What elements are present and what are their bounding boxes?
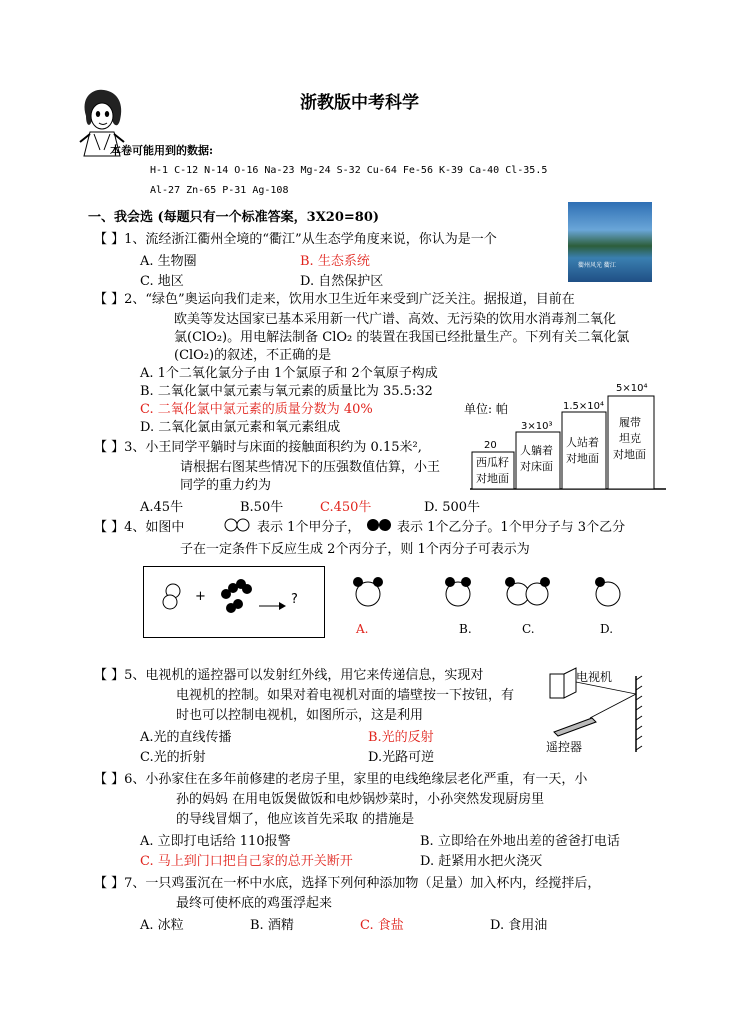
q2-stem-3: 氯(ClO₂)。用电解法制备 ClO₂ 的装置在我国已经批量生产。下列有关二氧化氯: [174, 330, 630, 345]
bar-label-3a: 人站着: [566, 436, 599, 449]
bar-label-2a: 人躺着: [520, 444, 553, 457]
bar-label-2b: 对床面: [520, 460, 553, 473]
q3-option-c: C.450牛: [320, 500, 372, 515]
q3-stem-3: 同学的重力约为: [180, 478, 272, 493]
atomic-masses-line2: Al-27 Zn-65 P-31 Ag-108: [150, 185, 289, 196]
q5-stem-1: 【 】5、电视机的遥控器可以发射红外线，用它来传递信息，实现对: [94, 668, 484, 683]
tv-label: 电视机: [576, 670, 613, 684]
q5-option-a: A.光的直线传播: [140, 730, 232, 745]
bar-value-3: 1.5×10⁴: [563, 401, 605, 412]
q7-option-a: A. 冰粒: [140, 918, 184, 933]
bar-label-4a: 履带: [619, 416, 641, 429]
bar-label-4b: 坦克: [619, 432, 641, 445]
q2-option-c: C. 二氧化氯中氯元素的质量分数为 40%: [140, 402, 373, 417]
remote-label: 遥控器: [546, 740, 583, 754]
molecule-jia-icon: [222, 517, 256, 533]
page-title: 浙教版中考科学: [300, 93, 419, 113]
q1-option-c: C. 地区: [140, 274, 184, 289]
q3-option-d: D. 500牛: [424, 500, 481, 515]
q1-option-d: D. 自然保护区: [300, 274, 384, 289]
q6-option-b: B. 立即给在外地出差的爸爸打电话: [420, 834, 620, 849]
q6-option-d: D. 赶紧用水把火浇灭: [420, 854, 543, 869]
q7-option-d: D. 食用油: [490, 918, 548, 933]
q5-stem-2: 电视机的控制。如果对着电视机对面的墙壁按一下按钮，有: [176, 688, 515, 703]
q6-stem-2: 孙的妈妈 在用电饭煲做饭和电炒锅炒菜时，小孙突然发现厨房里: [176, 792, 545, 807]
q4-option-c: C.: [522, 622, 535, 636]
q2-stem-2: 欧美等发达国家已基本采用新一代广谱、高效、无污染的饮用水消毒剂二氧化: [174, 312, 617, 327]
q6-stem-1: 【 】6、小孙家住在多年前修建的老房子里，家里的电线绝缘层老化严重，有一天，小: [94, 772, 588, 787]
q7-option-c: C. 食盐: [360, 918, 404, 933]
q1-river-photo: [568, 202, 652, 282]
data-label: 本卷可能用到的数据:: [110, 144, 214, 157]
q4-option-b: B.: [459, 622, 472, 636]
molecule-yi-icon: [364, 517, 396, 533]
q4-option-d: D.: [600, 622, 614, 636]
product-question: ?: [291, 592, 298, 607]
q4-stem-2: 子在一定条件下反应生成 2个丙分子，则 1个丙分子可表示为: [180, 542, 530, 557]
bar-label-1b: 对地面: [476, 472, 509, 485]
q2-option-a: A. 1个二氧化氯分子由 1个氯原子和 2个氧原子构成: [140, 366, 438, 381]
q3-option-a: A.45牛: [140, 500, 184, 515]
q4-stem-1c: 表示 1个乙分子。1个甲分子与 3个乙分: [397, 520, 626, 535]
q7-stem-1: 【 】7、一只鸡蛋沉在一杯中水底，选择下列何种添加物（足量）加入杯内，经搅拌后，: [94, 876, 601, 891]
q5-option-d: D.光路可逆: [368, 750, 435, 765]
photo-caption: 衢州风光 衢江: [578, 262, 616, 269]
bar-value-1: 20: [484, 440, 497, 451]
q6-option-c: C. 马上到门口把自己家的总开关断开: [140, 854, 353, 869]
q5-stem-3: 时也可以控制电视机，如图所示，这是利用: [176, 708, 424, 723]
section-heading: 一、我会选 (每题只有一个标准答案，3X20=80): [88, 210, 380, 225]
q1-stem: 【 】1、流经浙江衢州全境的“衢江”从生态学角度来说，你认为是一个: [94, 232, 497, 247]
bar-value-4: 5×10⁴: [616, 383, 648, 394]
pressure-chart: [466, 378, 668, 492]
q4-option-a: A.: [356, 622, 369, 636]
q3-option-b: B.50牛: [240, 500, 284, 515]
bar-label-4c: 对地面: [613, 448, 646, 461]
bar-standing: [562, 412, 606, 489]
q7-option-b: B. 酒精: [250, 918, 294, 933]
q2-stem-4: (ClO₂)的叙述，不正确的是: [174, 348, 332, 363]
q2-stem-1: 【 】2、“绿色”奥运向我们走来，饮用水卫生近年来受到广泛关注。据报道，目前在: [94, 292, 575, 307]
q4-stem-1: 【 】4、如图中: [94, 520, 185, 535]
q7-stem-2: 最终可使杯底的鸡蛋浮起来: [176, 896, 333, 911]
q4-stem-1b: 表示 1个甲分子，: [257, 520, 361, 535]
q1-option-b: B. 生态系统: [300, 254, 370, 269]
bar-label-1a: 西瓜籽: [476, 456, 509, 469]
bar-label-3b: 对地面: [566, 452, 599, 465]
plus-sign: +: [195, 589, 206, 604]
q2-option-b: B. 二氧化氯中氯元素与氧元素的质量比为 35.5:32: [140, 384, 433, 399]
q5-option-c: C.光的折射: [140, 750, 206, 765]
q1-option-a: A. 生物圈: [140, 254, 197, 269]
reaction-diagram: [143, 566, 325, 638]
molecule-options: [346, 572, 626, 614]
q3-stem-1: 【 】3、小王同学平躺时与床面的接触面积约为 0.15米²,: [94, 440, 422, 455]
q6-stem-3: 的导线冒烟了，他应该首先采取 的措施是: [176, 812, 415, 827]
q6-option-a: A. 立即打电话给 110报警: [140, 834, 291, 849]
q2-option-d: D. 二氧化氯由氯元素和氧元素组成: [140, 420, 341, 435]
q5-option-b: B.光的反射: [368, 730, 434, 745]
bar-value-2: 3×10³: [521, 421, 553, 432]
atomic-masses-line1: H-1 C-12 N-14 O-16 Na-23 Mg-24 S-32 Cu-64 Fe-56 K-39 Ca-40 Cl-35.5: [150, 165, 548, 176]
q3-stem-2: 请根据右图某些情况下的压强数值估算，小王: [180, 460, 441, 475]
pressure-unit: 单位: 帕: [464, 402, 508, 416]
